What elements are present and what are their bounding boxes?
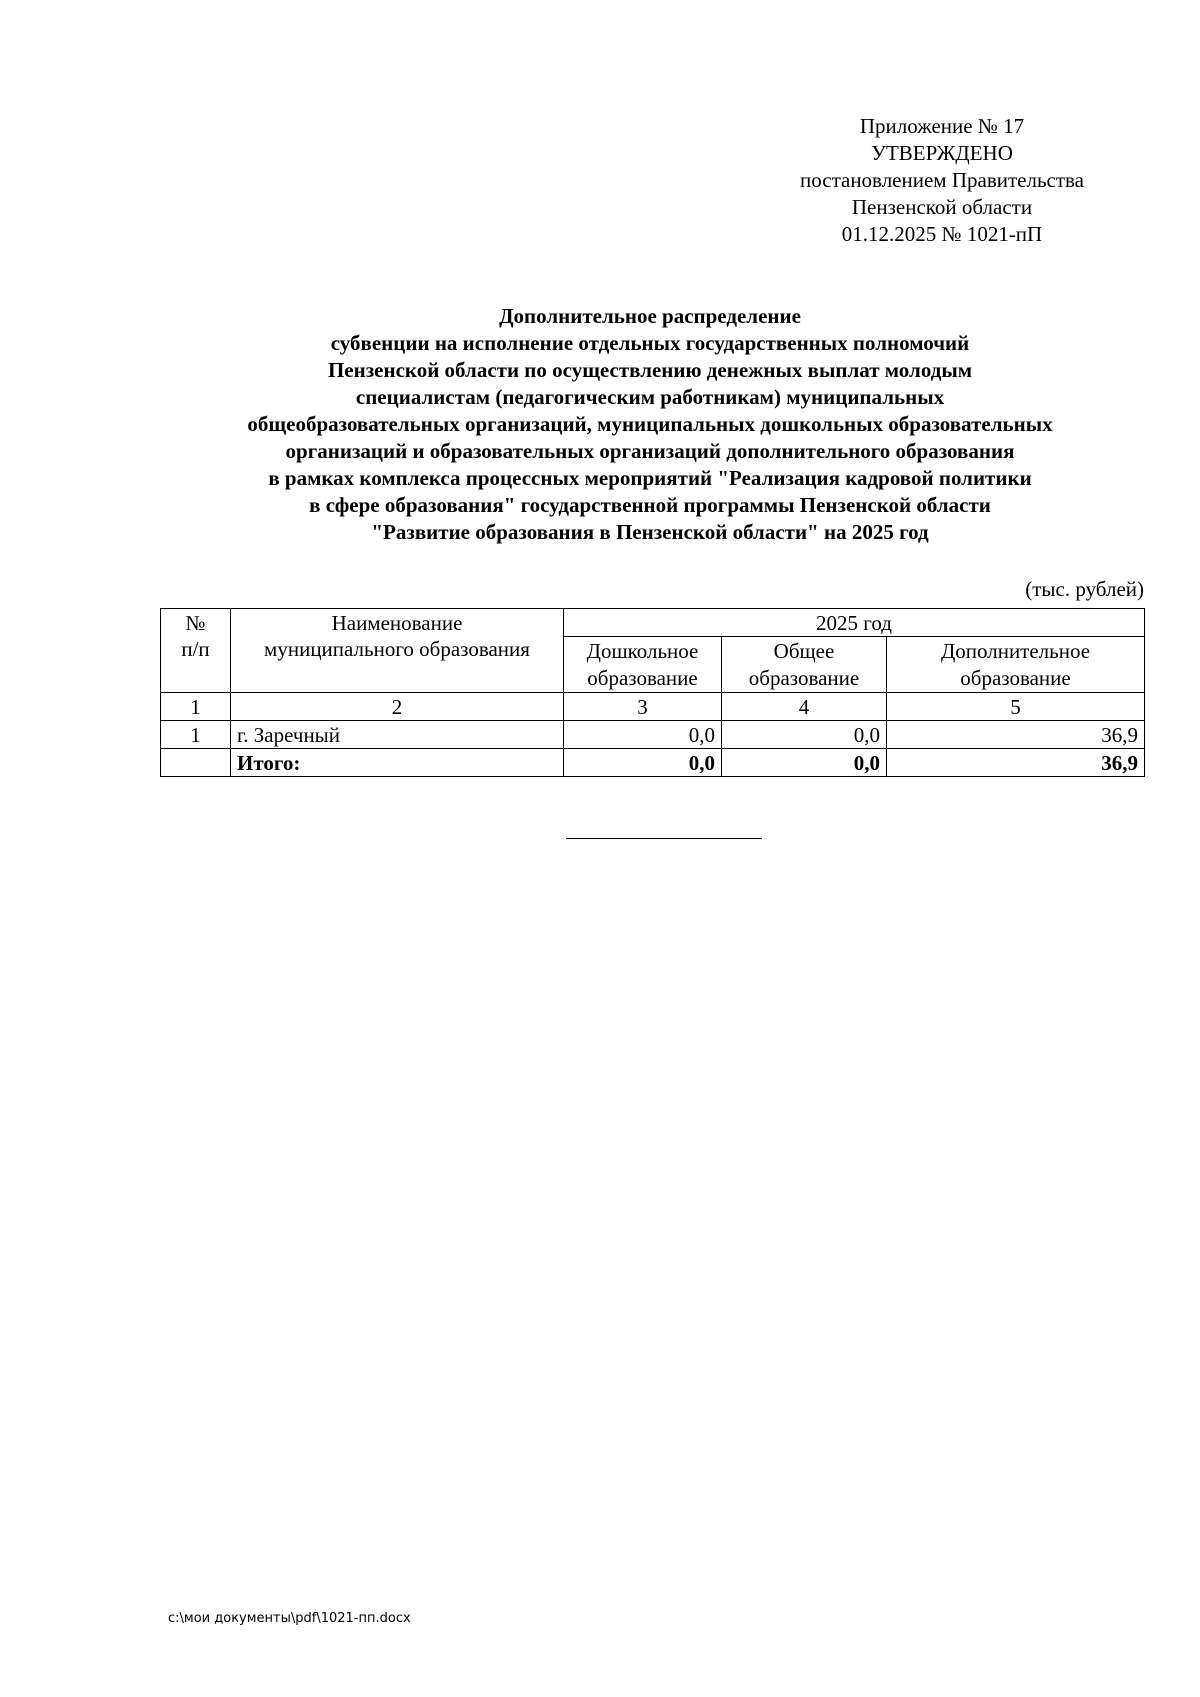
approval-line: постановлением Правительства bbox=[799, 168, 1084, 192]
approval-block bbox=[742, 113, 1142, 248]
column-number-cell: 3 bbox=[564, 693, 722, 721]
header-year-cell: 2025 год bbox=[564, 609, 1145, 637]
total-label-cell: Итого: bbox=[231, 749, 564, 777]
approval-line: 01.12.2025 № 1021-пП bbox=[841, 222, 1043, 246]
total-additional-cell: 36,9 bbox=[887, 749, 1145, 777]
header-additional-line2: образование bbox=[960, 666, 1071, 690]
header-preschool-line2: образование bbox=[587, 666, 698, 690]
footer-file-path: c:\мои документы\pdf\1021-пп.docx bbox=[168, 1611, 411, 1626]
title-line: субвенции на исполнение отдельных государственных полномочий bbox=[330, 331, 970, 355]
header-general-line2: образование bbox=[748, 666, 860, 690]
header-number-cell bbox=[161, 609, 231, 693]
table-header-row bbox=[161, 609, 1145, 637]
row-preschool-cell: 0,0 bbox=[564, 721, 722, 749]
distribution-table bbox=[160, 608, 1145, 777]
column-number-cell: 2 bbox=[231, 693, 564, 721]
header-additional-cell bbox=[887, 637, 1145, 693]
title-line: "Развитие образования в Пензенской области" на 2025 год bbox=[371, 520, 929, 544]
title-line: общеобразовательных организаций, муниципальных дошкольных образовательных bbox=[247, 412, 1053, 436]
title-line: в рамках комплекса процессных мероприятий "Реализация кадровой политики bbox=[268, 466, 1032, 490]
title-line: специалистам (педагогическим работникам) муниципальных bbox=[355, 385, 945, 409]
row-additional-cell: 36,9 bbox=[887, 721, 1145, 749]
total-row bbox=[161, 749, 1145, 777]
document-title bbox=[150, 303, 1150, 546]
header-name-line1: Наименование bbox=[331, 611, 463, 635]
row-number-cell: 1 bbox=[161, 721, 231, 749]
title-line: Дополнительное распределение bbox=[499, 304, 801, 328]
row-name-cell: г. Заречный bbox=[231, 721, 564, 749]
total-number-cell bbox=[161, 749, 231, 777]
units-label: (тыс. рублей) bbox=[1025, 577, 1144, 601]
column-number-cell: 4 bbox=[722, 693, 887, 721]
header-preschool-cell bbox=[564, 637, 722, 693]
approval-line: УТВЕРЖДЕНО bbox=[871, 141, 1013, 165]
approval-line: Приложение № 17 bbox=[859, 114, 1025, 138]
approval-line: Пензенской области bbox=[851, 195, 1033, 219]
header-general-line1: Общее bbox=[773, 639, 835, 663]
row-general-cell: 0,0 bbox=[722, 721, 887, 749]
column-number-row bbox=[161, 693, 1145, 721]
total-general-cell: 0,0 bbox=[722, 749, 887, 777]
closing-divider bbox=[566, 838, 762, 839]
table-row bbox=[161, 721, 1145, 749]
header-general-cell bbox=[722, 637, 887, 693]
header-preschool-line1: Дошкольное bbox=[586, 639, 699, 663]
total-preschool-cell: 0,0 bbox=[564, 749, 722, 777]
title-line: в сфере образования" государственной программы Пензенской области bbox=[309, 493, 991, 517]
title-line: организаций и образовательных организаций дополнительного образования bbox=[285, 439, 1015, 463]
header-number-line2: п/п bbox=[181, 637, 210, 661]
title-line: Пензенской области по осуществлению денежных выплат молодым bbox=[327, 358, 973, 382]
column-number-cell: 5 bbox=[887, 693, 1145, 721]
header-name-line2: муниципального образования bbox=[264, 637, 530, 661]
column-number-cell: 1 bbox=[161, 693, 231, 721]
header-additional-line1: Дополнительное bbox=[940, 639, 1091, 663]
header-number-line1: № bbox=[185, 611, 206, 635]
header-name-cell bbox=[231, 609, 564, 693]
